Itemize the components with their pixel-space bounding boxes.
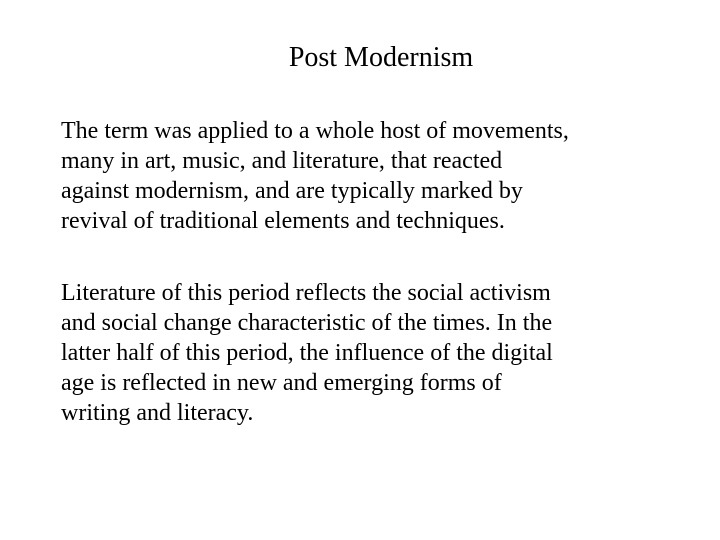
paragraph-definition: The term was applied to a whole host of movements, many in art, music, and literature, that reacted against modernism, and are typically marked by revival of traditional elements and techniques. — [61, 118, 569, 234]
slide-body — [61, 116, 681, 428]
paragraph-literature: Literature of this period reflects the social activism and social change characteristic of the times. In the latter half of this period, the influence of the digital age is reflected in new and emerging forms of writing and literacy. — [61, 280, 553, 426]
slide-title: Post Modernism — [288, 42, 474, 73]
